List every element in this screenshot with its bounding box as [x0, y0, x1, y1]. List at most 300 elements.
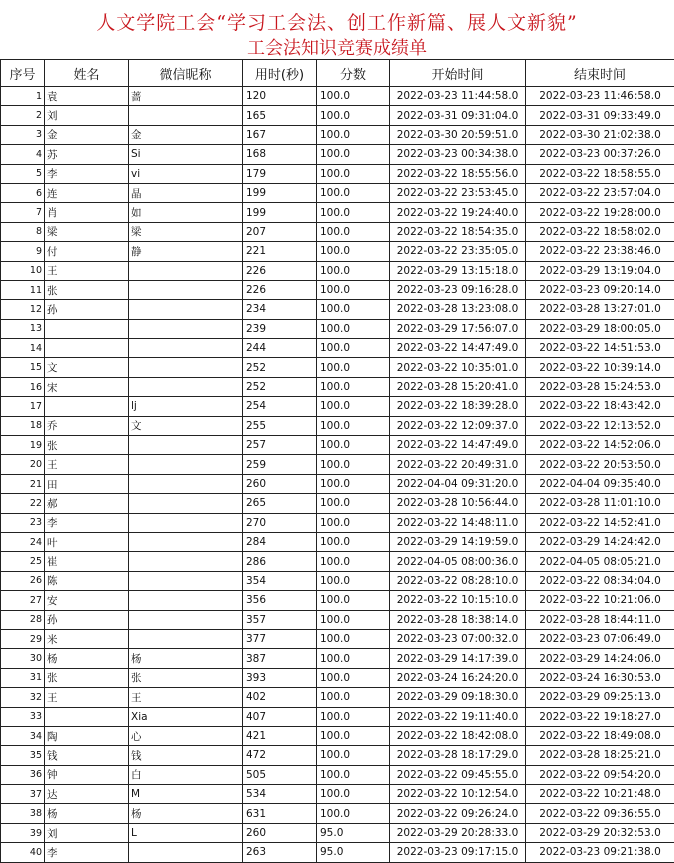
nickname-cell [129, 319, 243, 338]
score-cell: 100.0 [317, 494, 390, 513]
start-time-cell: 2022-03-28 18:17:29.0 [390, 746, 526, 765]
nickname-cell [129, 552, 243, 571]
nickname-cell [129, 843, 243, 862]
start-time-cell: 2022-03-22 18:55:56.0 [390, 164, 526, 183]
nickname-cell: vi [129, 164, 243, 183]
table-row [1, 552, 674, 571]
duration-cell: 260 [243, 823, 317, 842]
name-cell: 宋 [45, 377, 129, 396]
start-time-cell: 2022-03-22 08:28:10.0 [390, 571, 526, 590]
col-header-start-time: 开始时间 [390, 60, 526, 87]
name-cell: 李 [45, 164, 129, 183]
end-time-cell: 2022-03-22 18:58:55.0 [526, 164, 674, 183]
score-cell: 100.0 [317, 765, 390, 784]
end-time-cell: 2022-03-22 10:21:06.0 [526, 591, 674, 610]
end-time-cell: 2022-03-22 09:36:55.0 [526, 804, 674, 823]
table-row [1, 203, 674, 222]
score-cell: 100.0 [317, 688, 390, 707]
end-time-cell: 2022-03-28 18:44:11.0 [526, 610, 674, 629]
end-time-cell: 2022-03-29 14:24:42.0 [526, 532, 674, 551]
row-index: 35 [1, 746, 45, 765]
row-index: 7 [1, 203, 45, 222]
nickname-cell: Xia [129, 707, 243, 726]
end-time-cell: 2022-03-22 23:38:46.0 [526, 242, 674, 261]
end-time-cell: 2022-04-04 09:35:40.0 [526, 474, 674, 493]
duration-cell: 207 [243, 222, 317, 241]
nickname-cell [129, 591, 243, 610]
table-row [1, 571, 674, 590]
duration-cell: 254 [243, 397, 317, 416]
nickname-cell [129, 358, 243, 377]
end-time-cell: 2022-03-23 07:06:49.0 [526, 629, 674, 648]
duration-cell: 534 [243, 785, 317, 804]
start-time-cell: 2022-03-22 19:11:40.0 [390, 707, 526, 726]
duration-cell: 226 [243, 280, 317, 299]
row-index: 26 [1, 571, 45, 590]
start-time-cell: 2022-03-31 09:31:04.0 [390, 106, 526, 125]
row-index: 18 [1, 416, 45, 435]
score-cell: 100.0 [317, 339, 390, 358]
name-cell: 付 [45, 242, 129, 261]
start-time-cell: 2022-03-29 09:18:30.0 [390, 688, 526, 707]
duration-cell: 402 [243, 688, 317, 707]
table-row [1, 222, 674, 241]
start-time-cell: 2022-03-23 07:00:32.0 [390, 629, 526, 648]
score-cell: 100.0 [317, 242, 390, 261]
row-index: 20 [1, 455, 45, 474]
score-cell: 100.0 [317, 804, 390, 823]
end-time-cell: 2022-03-22 23:57:04.0 [526, 183, 674, 202]
table-row [1, 416, 674, 435]
start-time-cell: 2022-03-22 18:39:28.0 [390, 397, 526, 416]
duration-cell: 387 [243, 649, 317, 668]
col-header-duration: 用时(秒) [243, 60, 317, 87]
end-time-cell: 2022-03-22 19:28:00.0 [526, 203, 674, 222]
end-time-cell: 2022-03-22 20:53:50.0 [526, 455, 674, 474]
table-row [1, 746, 674, 765]
start-time-cell: 2022-03-22 12:09:37.0 [390, 416, 526, 435]
duration-cell: 179 [243, 164, 317, 183]
duration-cell: 356 [243, 591, 317, 610]
duration-cell: 239 [243, 319, 317, 338]
end-time-cell: 2022-03-29 14:24:06.0 [526, 649, 674, 668]
start-time-cell: 2022-03-22 23:53:45.0 [390, 183, 526, 202]
name-cell: 张 [45, 436, 129, 455]
start-time-cell: 2022-03-24 16:24:20.0 [390, 668, 526, 687]
score-cell: 100.0 [317, 164, 390, 183]
row-index: 16 [1, 377, 45, 396]
end-time-cell: 2022-03-31 09:33:49.0 [526, 106, 674, 125]
duration-cell: 226 [243, 261, 317, 280]
duration-cell: 286 [243, 552, 317, 571]
table-row [1, 183, 674, 202]
end-time-cell: 2022-03-28 11:01:10.0 [526, 494, 674, 513]
col-header-end-time: 结束时间 [526, 60, 674, 87]
name-cell: 安 [45, 591, 129, 610]
row-index: 37 [1, 785, 45, 804]
table-row [1, 591, 674, 610]
name-cell: 文 [45, 358, 129, 377]
end-time-cell: 2022-03-22 10:21:48.0 [526, 785, 674, 804]
row-index: 32 [1, 688, 45, 707]
score-cell: 100.0 [317, 707, 390, 726]
row-index: 33 [1, 707, 45, 726]
nickname-cell [129, 261, 243, 280]
start-time-cell: 2022-03-22 18:42:08.0 [390, 726, 526, 745]
score-cell: 100.0 [317, 106, 390, 125]
end-time-cell: 2022-03-29 18:00:05.0 [526, 319, 674, 338]
start-time-cell: 2022-03-22 10:12:54.0 [390, 785, 526, 804]
duration-cell: 260 [243, 474, 317, 493]
results-table [0, 59, 674, 863]
score-cell: 100.0 [317, 785, 390, 804]
table-row [1, 377, 674, 396]
end-time-cell: 2022-03-22 09:54:20.0 [526, 765, 674, 784]
name-cell: 陶 [45, 726, 129, 745]
table-row [1, 436, 674, 455]
table-row [1, 300, 674, 319]
row-index: 25 [1, 552, 45, 571]
name-cell: 叶 [45, 532, 129, 551]
title-block [0, 0, 674, 58]
nickname-cell: 如 [129, 203, 243, 222]
name-cell: 孙 [45, 300, 129, 319]
table-row [1, 668, 674, 687]
duration-cell: 252 [243, 377, 317, 396]
duration-cell: 199 [243, 183, 317, 202]
table-row [1, 474, 674, 493]
score-cell: 100.0 [317, 145, 390, 164]
end-time-cell: 2022-03-28 13:27:01.0 [526, 300, 674, 319]
start-time-cell: 2022-03-22 09:26:24.0 [390, 804, 526, 823]
end-time-cell: 2022-03-29 20:32:53.0 [526, 823, 674, 842]
end-time-cell: 2022-03-22 18:43:42.0 [526, 397, 674, 416]
duration-cell: 244 [243, 339, 317, 358]
table-row [1, 339, 674, 358]
end-time-cell: 2022-03-22 08:34:04.0 [526, 571, 674, 590]
row-index: 4 [1, 145, 45, 164]
row-index: 15 [1, 358, 45, 377]
duration-cell: 257 [243, 436, 317, 455]
col-header-score: 分数 [317, 60, 390, 87]
nickname-cell [129, 280, 243, 299]
end-time-cell: 2022-03-22 14:51:53.0 [526, 339, 674, 358]
name-cell: 米 [45, 629, 129, 648]
duration-cell: 284 [243, 532, 317, 551]
header-row [1, 60, 674, 87]
nickname-cell: 静 [129, 242, 243, 261]
score-cell: 100.0 [317, 571, 390, 590]
table-row [1, 164, 674, 183]
name-cell: 张 [45, 668, 129, 687]
score-cell: 100.0 [317, 280, 390, 299]
end-time-cell: 2022-03-29 09:25:13.0 [526, 688, 674, 707]
page-subtitle: 工会法知识竞赛成绩单 [0, 34, 674, 60]
score-cell: 100.0 [317, 746, 390, 765]
table-row [1, 125, 674, 144]
nickname-cell [129, 339, 243, 358]
col-header-index: 序号 [1, 60, 45, 87]
end-time-cell: 2022-03-23 00:37:26.0 [526, 145, 674, 164]
start-time-cell: 2022-03-22 23:35:05.0 [390, 242, 526, 261]
nickname-cell [129, 532, 243, 551]
row-index: 30 [1, 649, 45, 668]
table-row [1, 455, 674, 474]
end-time-cell: 2022-03-23 09:20:14.0 [526, 280, 674, 299]
start-time-cell: 2022-03-22 09:45:55.0 [390, 765, 526, 784]
name-cell: 钱 [45, 746, 129, 765]
start-time-cell: 2022-03-29 17:56:07.0 [390, 319, 526, 338]
end-time-cell: 2022-04-05 08:05:21.0 [526, 552, 674, 571]
score-cell: 100.0 [317, 532, 390, 551]
duration-cell: 234 [243, 300, 317, 319]
name-cell: 袁 [45, 87, 129, 106]
name-cell: 肖 [45, 203, 129, 222]
table-row [1, 397, 674, 416]
table-row [1, 319, 674, 338]
row-index: 34 [1, 726, 45, 745]
start-time-cell: 2022-03-29 20:28:33.0 [390, 823, 526, 842]
duration-cell: 393 [243, 668, 317, 687]
duration-cell: 265 [243, 494, 317, 513]
duration-cell: 167 [243, 125, 317, 144]
nickname-cell: 张 [129, 668, 243, 687]
start-time-cell: 2022-03-22 14:47:49.0 [390, 339, 526, 358]
start-time-cell: 2022-03-22 19:24:40.0 [390, 203, 526, 222]
row-index: 3 [1, 125, 45, 144]
score-cell: 100.0 [317, 610, 390, 629]
table-body [1, 87, 674, 863]
nickname-cell: 杨 [129, 804, 243, 823]
start-time-cell: 2022-03-22 14:48:11.0 [390, 513, 526, 532]
name-cell [45, 319, 129, 338]
start-time-cell: 2022-03-28 18:38:14.0 [390, 610, 526, 629]
duration-cell: 252 [243, 358, 317, 377]
table-row [1, 106, 674, 125]
table-row [1, 823, 674, 842]
nickname-cell [129, 629, 243, 648]
name-cell: 郝 [45, 494, 129, 513]
start-time-cell: 2022-04-05 08:00:36.0 [390, 552, 526, 571]
end-time-cell: 2022-03-22 18:49:08.0 [526, 726, 674, 745]
start-time-cell: 2022-03-22 18:54:35.0 [390, 222, 526, 241]
score-cell: 100.0 [317, 222, 390, 241]
score-cell: 100.0 [317, 552, 390, 571]
score-cell: 100.0 [317, 455, 390, 474]
nickname-cell: 白 [129, 765, 243, 784]
name-cell: 钟 [45, 765, 129, 784]
name-cell: 孙 [45, 610, 129, 629]
table-row [1, 513, 674, 532]
name-cell [45, 707, 129, 726]
score-cell: 100.0 [317, 629, 390, 648]
name-cell: 刘 [45, 106, 129, 125]
nickname-cell [129, 494, 243, 513]
end-time-cell: 2022-03-22 14:52:41.0 [526, 513, 674, 532]
table-row [1, 87, 674, 106]
score-cell: 100.0 [317, 436, 390, 455]
name-cell: 王 [45, 261, 129, 280]
row-index: 27 [1, 591, 45, 610]
end-time-cell: 2022-03-22 12:13:52.0 [526, 416, 674, 435]
duration-cell: 259 [243, 455, 317, 474]
score-cell: 100.0 [317, 474, 390, 493]
name-cell: 张 [45, 280, 129, 299]
name-cell: 梁 [45, 222, 129, 241]
nickname-cell [129, 300, 243, 319]
duration-cell: 354 [243, 571, 317, 590]
row-index: 36 [1, 765, 45, 784]
nickname-cell [129, 436, 243, 455]
end-time-cell: 2022-03-29 13:19:04.0 [526, 261, 674, 280]
duration-cell: 357 [243, 610, 317, 629]
table-row [1, 804, 674, 823]
table-row [1, 280, 674, 299]
duration-cell: 631 [243, 804, 317, 823]
start-time-cell: 2022-03-29 13:15:18.0 [390, 261, 526, 280]
table-row [1, 145, 674, 164]
nickname-cell: Si [129, 145, 243, 164]
row-index: 38 [1, 804, 45, 823]
duration-cell: 472 [243, 746, 317, 765]
row-index: 8 [1, 222, 45, 241]
score-cell: 100.0 [317, 125, 390, 144]
nickname-cell: 王 [129, 688, 243, 707]
col-header-name: 姓名 [45, 60, 129, 87]
name-cell: 王 [45, 688, 129, 707]
name-cell: 田 [45, 474, 129, 493]
row-index: 31 [1, 668, 45, 687]
start-time-cell: 2022-03-22 10:15:10.0 [390, 591, 526, 610]
duration-cell: 120 [243, 87, 317, 106]
row-index: 19 [1, 436, 45, 455]
start-time-cell: 2022-03-22 20:49:31.0 [390, 455, 526, 474]
row-index: 21 [1, 474, 45, 493]
nickname-cell [129, 513, 243, 532]
row-index: 6 [1, 183, 45, 202]
start-time-cell: 2022-03-23 11:44:58.0 [390, 87, 526, 106]
nickname-cell [129, 455, 243, 474]
end-time-cell: 2022-03-28 18:25:21.0 [526, 746, 674, 765]
start-time-cell: 2022-03-22 14:47:49.0 [390, 436, 526, 455]
name-cell: 杨 [45, 804, 129, 823]
nickname-cell: 钱 [129, 746, 243, 765]
score-cell: 100.0 [317, 726, 390, 745]
row-index: 13 [1, 319, 45, 338]
score-cell: 100.0 [317, 397, 390, 416]
end-time-cell: 2022-03-22 19:18:27.0 [526, 707, 674, 726]
end-time-cell: 2022-03-22 10:39:14.0 [526, 358, 674, 377]
start-time-cell: 2022-03-23 09:16:28.0 [390, 280, 526, 299]
nickname-cell [129, 571, 243, 590]
name-cell: 李 [45, 513, 129, 532]
score-cell: 100.0 [317, 377, 390, 396]
duration-cell: 255 [243, 416, 317, 435]
nickname-cell: 晶 [129, 183, 243, 202]
score-cell: 100.0 [317, 649, 390, 668]
duration-cell: 377 [243, 629, 317, 648]
start-time-cell: 2022-03-23 00:34:38.0 [390, 145, 526, 164]
table-row [1, 726, 674, 745]
table-row [1, 629, 674, 648]
start-time-cell: 2022-03-28 13:23:08.0 [390, 300, 526, 319]
end-time-cell: 2022-03-28 15:24:53.0 [526, 377, 674, 396]
name-cell: 达 [45, 785, 129, 804]
table-row [1, 242, 674, 261]
name-cell [45, 397, 129, 416]
name-cell: 乔 [45, 416, 129, 435]
nickname-cell: 梁 [129, 222, 243, 241]
table-row [1, 707, 674, 726]
start-time-cell: 2022-03-30 20:59:51.0 [390, 125, 526, 144]
nickname-cell [129, 106, 243, 125]
name-cell: 苏 [45, 145, 129, 164]
score-cell: 95.0 [317, 843, 390, 862]
row-index: 2 [1, 106, 45, 125]
duration-cell: 263 [243, 843, 317, 862]
name-cell: 连 [45, 183, 129, 202]
name-cell: 金 [45, 125, 129, 144]
col-header-wechat-nickname: 微信昵称 [129, 60, 243, 87]
name-cell: 杨 [45, 649, 129, 668]
table-row [1, 765, 674, 784]
end-time-cell: 2022-03-24 16:30:53.0 [526, 668, 674, 687]
row-index: 39 [1, 823, 45, 842]
duration-cell: 421 [243, 726, 317, 745]
score-cell: 100.0 [317, 87, 390, 106]
score-cell: 95.0 [317, 823, 390, 842]
row-index: 24 [1, 532, 45, 551]
nickname-cell: 杨 [129, 649, 243, 668]
row-index: 22 [1, 494, 45, 513]
table-row [1, 843, 674, 862]
end-time-cell: 2022-03-22 18:58:02.0 [526, 222, 674, 241]
table-row [1, 688, 674, 707]
start-time-cell: 2022-03-29 14:17:39.0 [390, 649, 526, 668]
duration-cell: 168 [243, 145, 317, 164]
end-time-cell: 2022-03-30 21:02:38.0 [526, 125, 674, 144]
score-cell: 100.0 [317, 668, 390, 687]
row-index: 29 [1, 629, 45, 648]
table-row [1, 358, 674, 377]
duration-cell: 199 [243, 203, 317, 222]
duration-cell: 165 [243, 106, 317, 125]
score-cell: 100.0 [317, 358, 390, 377]
nickname-cell: M [129, 785, 243, 804]
page-title: 人文学院工会“学习工会法、创工作新篇、展人文新貌” [0, 8, 674, 35]
name-cell: 崔 [45, 552, 129, 571]
duration-cell: 270 [243, 513, 317, 532]
nickname-cell [129, 474, 243, 493]
start-time-cell: 2022-04-04 09:31:20.0 [390, 474, 526, 493]
row-index: 11 [1, 280, 45, 299]
name-cell: 刘 [45, 823, 129, 842]
score-cell: 100.0 [317, 300, 390, 319]
start-time-cell: 2022-03-29 14:19:59.0 [390, 532, 526, 551]
row-index: 9 [1, 242, 45, 261]
score-cell: 100.0 [317, 416, 390, 435]
start-time-cell: 2022-03-23 09:17:15.0 [390, 843, 526, 862]
nickname-cell: 蔷 [129, 87, 243, 106]
start-time-cell: 2022-03-28 15:20:41.0 [390, 377, 526, 396]
table-row [1, 610, 674, 629]
score-cell: 100.0 [317, 591, 390, 610]
nickname-cell: 金 [129, 125, 243, 144]
score-cell: 100.0 [317, 319, 390, 338]
start-time-cell: 2022-03-28 10:56:44.0 [390, 494, 526, 513]
score-cell: 100.0 [317, 261, 390, 280]
name-cell: 李 [45, 843, 129, 862]
